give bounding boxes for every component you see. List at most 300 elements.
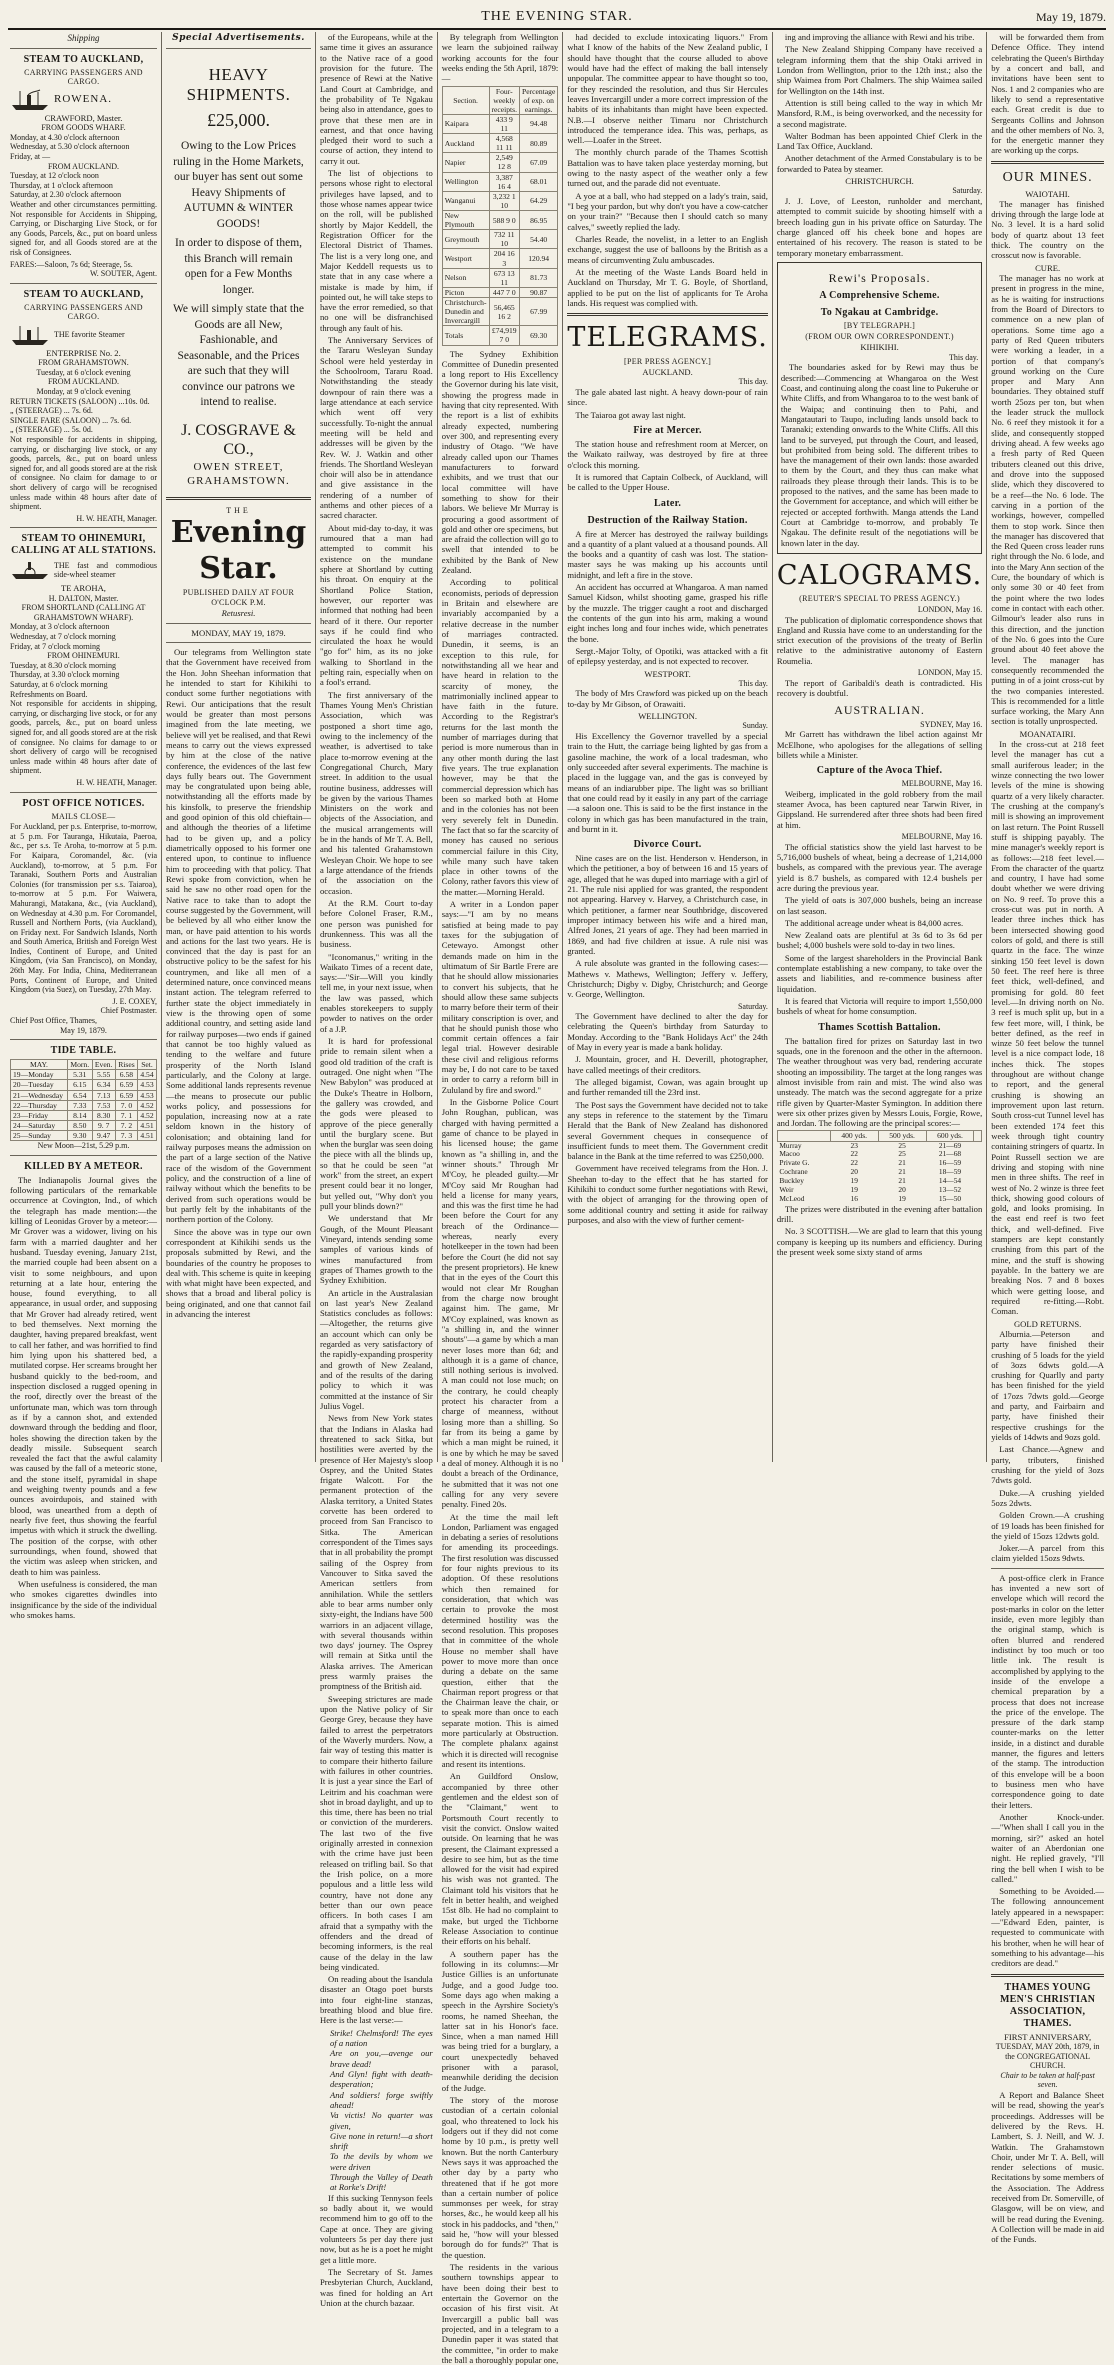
article-body: When usefulness is considered, the man who smokes cigarettes dwindles into insignificance by the side of the individual who smokes hams. — [10, 1578, 157, 1620]
table-cell: 6.15 — [67, 1080, 92, 1090]
sailing-time: Tuesday, at 8.30 o'clock morning — [10, 660, 116, 670]
ship-master: CRAWFORD, Master. — [44, 112, 123, 123]
sailing-time: Saturday, at 6 o'clock morning — [10, 680, 108, 690]
column-general-news — [438, 32, 564, 2365]
table-header-cell — [777, 1131, 830, 1141]
postmaster-title: Chief Postmaster. — [100, 1006, 157, 1016]
telegrams-heading: TELEGRAMS. — [567, 322, 768, 354]
shipping-terms: Weather and other circumstances permitting. Not responsible for Accidents in Shipping, Carrying, or Discharging Live Stock, or for any Goods, Parcels, &c., put on board unless signed for, and all Goods stored are at the risk of Consignees. — [10, 200, 157, 258]
calograms-heading: CALOGRAMS. — [776, 559, 983, 591]
mine-name: MOANATAIRI. — [1019, 728, 1076, 739]
ship-master: H. DALTON, Master. — [48, 593, 119, 603]
sailing-time: Tuesday, at 6 o'clock evening — [36, 367, 131, 377]
table-cell: 7.53 — [92, 1100, 115, 1110]
correspondent-note: (FROM OUR OWN CORRESPONDENT.) — [805, 331, 954, 341]
news-paragraph: At the time the mail left London, Parliament was engaged in debating a series of resolutions for amending its proceedings. The first resolution was discussed for four nights previous to its adoption. Of these resolutions which then remained for consideration, that which was certain to provoke the most determined hostility was the second resolution. This proposes that in committee of the whole House no member shall have power to move more than once during a debate on the same question, either that the Chairman report progress or that the Chairman leave the chair, or to speak more than once to each separate motion. This is aimed more particularly at Obstruction. The complete phalanx against which it is directed will recognise and resent its intentions. — [441, 1511, 559, 1770]
fare-line: SINGLE FARE (SALOON) ... 7s. 6d. — [10, 415, 132, 425]
post-office-date: May 19, 1879. — [60, 1025, 107, 1035]
table-cell: 19 — [898, 1193, 906, 1203]
telegram-item: Government have received telegrams from the Hon. J. Sheehan to-day to the effect that he has started for Kihikihi to conduct some further negotiations with Rewi, with the object of arranging for the throwing open of some additional country and setting it aside for railway purposes, and also with the view of further cement- — [567, 1163, 768, 1226]
ad-town: GRAHAMSTOWN. — [187, 474, 290, 487]
ad-copy: We will simply state that the Goods are all New, Fashionable, and Seasonable, and the Prices are such that they will convince our patrons we intend to realise. — [173, 303, 304, 409]
news-paragraph: The Secretary of St. James Presbyterian Church, Auckland, was fined for holding an Art Union at the church bazaar. — [320, 2266, 433, 2308]
table-header-cell: 400 yds. — [830, 1131, 878, 1141]
news-paragraph: The Anniversary Services of the Tararu Wesleyan Sunday School were held yesterday in the Schoolroom, Tararu Road. Notwithstanding the steady downpour of rain there was a large attendance at each service which went off very successfully. To-night the annual meeting will be held and addresses will be given by the Rev. W. J. Watkin and other friends. The Shortland Wesleyan choir will also be in attendance and give assistance in the rendering of a number of anthems and other pieces of a sacred character. — [320, 335, 433, 521]
news-paragraph: The residents in the various southern townships appear to have been doing their best to entertain the Governor on the occasion of his first visit. At Invercargill a public ball was projected, and in a telegram to a Dunedin paper it was stated that the committee, "in order to make the ball a thoroughly popular one, — [441, 2262, 559, 2365]
cable-item: The official statistics show the yield last harvest to be 5,716,000 bushels of wheat, being a decrease of 1,214,000 bushels, as compared with the previous year. The average yield is 8.7 bushels, as compared with 12.4 bushels per acre during the previous year. — [776, 841, 983, 893]
dateline-day: Saturday. — [737, 1001, 768, 1011]
divider — [991, 161, 1104, 164]
dateline: WELLINGTON. — [638, 711, 697, 722]
table-cell: Buckley — [779, 1176, 804, 1186]
departure-heading: FROM GOODS WHARF. — [41, 123, 126, 133]
table-cell: 6.59 — [115, 1090, 137, 1100]
table-cell: 7.13 — [92, 1090, 115, 1100]
table-cell: Macoo — [779, 1149, 800, 1159]
table-cell: 5.31 — [67, 1070, 92, 1080]
ship-name: ENTERPRISE No. 2. — [46, 347, 121, 358]
table-cell: Private G. — [779, 1158, 810, 1168]
table-cell: 56,465 16 2 — [489, 297, 520, 325]
table-row — [442, 268, 558, 287]
tide-table-heading: TIDE TABLE. — [50, 1045, 117, 1057]
mine-report: The manager has finished driving through the large lode at No. 3 level. It is a hard solid body of quartz about 13 feet thick. The country on the crosscut now is favorable. — [991, 198, 1104, 261]
telegram-item: A fire at Mercer has destroyed the railway buildings and a quantity of a plant valued at a thousand pounds. All the books and a quantity of cash was lost. The station-master says he was making up his accounts until midnight, and left a fire in the stove. — [567, 528, 768, 580]
divider — [166, 642, 311, 643]
news-paragraph: An article in the Australasian on last year's New Zealand Statistics concludes as follows:—Altogether, the returns give an account which can only be regarded as very satisfactory of the rapidly-expanding prosperity and growth of New Zealand, and of the results of the daring policy to which it was committed at the instance of Sir Julius Vogel. — [320, 1287, 433, 1411]
ymca-ad-subheading: FIRST ANNIVERSARY, — [1004, 2031, 1092, 2042]
gold-return: Alburnia.—Peterson and party have finished their crushing of 5 loads for the yield of 3ozs 6dwts gold.—A crushing for Quarlly and party has been finished for the yield of 17ozs 7dwts gold.—George and party, and Fairbairn and party, have finished their respective crushings for the yields of 14dwts and 9ozs gold. — [991, 1328, 1104, 1443]
gold-return: Last Chance.—Agnew and party, tributers, finished crushing for the yield of 3ozs 7dwts gold. — [991, 1444, 1104, 1486]
table-cell: Cochrane — [779, 1167, 808, 1177]
table-cell: 588 9 0 — [489, 210, 520, 229]
fare-line: „ (STEERAGE) ... 7s. 6d. — [10, 406, 93, 416]
poem-line: Strike! Chelmsford! The eyes of a nation — [330, 2027, 433, 2048]
divider — [166, 497, 311, 500]
divider — [166, 623, 311, 624]
table-cell: 4.53 — [138, 1080, 157, 1090]
telegram-item: Sergt.-Major Tolty, of Opotiki, was attacked with a fit of epilepsy yesterday, and is not expected to recover. — [567, 645, 768, 667]
departure-heading: FROM GRAHAMSTOWN. — [38, 358, 129, 368]
dateline: SYDNEY, May 16. — [920, 719, 983, 729]
telegram-item: ing and improving the alliance with Rewi and his tribe. — [784, 32, 975, 42]
telegram-item: An accident has occurred at Whangaroa. A man named Samuel Kidson, whilst shooting game, grasped his rifle by the muzzle. The trigger caught a root and discharged the contents of the gun into his arm, making a wound eight inches long and four inches wide, which penetrates the bone. — [567, 582, 768, 644]
gold-returns-heading: GOLD RETURNS. — [1013, 1318, 1082, 1329]
ad-firm-name: J. COSGRAVE & CO., — [181, 421, 296, 459]
table-cell: 9.30 — [67, 1131, 92, 1141]
telegram-item: The gale abated last night. A heavy down-pour of rain since. — [567, 387, 768, 408]
news-paragraph: The story of the morose custodian of a certain colonial goal, who threatened to lock his lodgers out if they did not come home by 10 p.m., is pretty well known. But the north Canterbury News says it was approached the other day by a party who threatened that if he got more than a certain number of police summonses per week, for stray horses, &c., he would keep all his stock in his paddocks, and "then," said he, "how will your blessed borough do for funds?" That is the question. — [441, 2095, 559, 2260]
publication-note: PUBLISHED DAILY AT FOUR O'CLOCK P.M. — [182, 588, 295, 607]
news-paragraph: Charles Reade, the novelist, in a letter to an English exchange, suggest the use of balloons by the British as a means of circumventing Zulu ambuscades. — [567, 233, 768, 265]
table-cell: 9.47 — [92, 1131, 115, 1141]
news-paragraph: Something to be Avoided.—The following announcement lately appeared in a newspaper:—"Edward Eden, painter, is requested to communicate with his brother, when he will hear of something to his advantage—his creditors are dead." — [991, 1886, 1104, 1969]
table-cell: 6.54 — [67, 1090, 92, 1100]
table-cell: 18—59 — [938, 1167, 962, 1177]
dateline-day: Saturday. — [952, 186, 983, 196]
news-paragraph: News from New York states that the Indians in Alaska had threatened to sack Sitka, but hostilities were averted by the presence of Her Majesty's sloop Osprey, and the United States frigate Walcott. For the permanent protection of the Alaska territory, a United States corvette has been ordered to proceed from San Francisco to Sitka. The American correspondent of the Times says that in all probability the prompt sailing of the Osprey from Vancouver to Sitka saved the American settlers from annihilation. While the settlers able to bear arms number only sixty-eight, the Indians have 500 warriors in an adjacent village, with several thousands within two days' journey. The Osprey will remain at Sitka until the Alaska arrives. The American press warmly praises the promptness of the British aid. — [320, 1413, 433, 1692]
table-cell: 25 — [898, 1140, 906, 1150]
news-paragraph: At the meeting of the Waste Lands Board held in Auckland on Thursday, Mr T. G. Boyle, of Shortland, applied to be put on the list of applicants for Te Aroha lands. His request was complied with. — [567, 266, 768, 308]
table-cell: 20—Tuesday — [11, 1080, 68, 1090]
dateline-day: This day. — [738, 678, 768, 688]
table-cell: 732 11 10 — [489, 230, 520, 249]
news-paragraph: If this sucking Tennyson feels so badly about it, we would recommend him to go off to the Cape at once. They are giving volunteers 5s per day there just now, but as he is a poet he might get a little more. — [320, 2192, 433, 2265]
post-office-location: Chief Post Office, Thames, — [10, 1016, 98, 1026]
article-heading: KILLED BY A METEOR. — [24, 1160, 143, 1172]
mine-report: The manager has no work at present in progress in the mine, as he is waiting for instructions from the Board of Directors to commence on a new plan of operations. Some time ago a party of Red Queen tributers were working a leader, in a portion of that company's ground working on the Cure proper and Mary Ann boundaries. They obtained stuff worth 25ozs per ton, but when the leader struck the mullock No. 6 reef they mistook it for a slide, and consequently stopped driving ahead. A few weeks ago a fresh party of Red Queen tributers cleaned out this drive, and drove into the supposed slide, which they discovered to be a reef—the No. 6 lode. The carving in a portion of the workings, however, compelled them to stop work. Since then the manager has discovered that the Red Queen cross leader runs right through the No. 6 lode, and into the Mary Ann section of the Cure, the boundary of which is only some 30 or 40 feet from the point where the two lodes come in contact with each other. Gilmour's leader also runs in this direction, and the junction of the No. 6 goes into the Cure ground about 40 feet above the level. The manager has consequently recommended the putting in of a joint cross-cut by the two companies interested. This is recommended for a little surface working, the Mary Ann section is totally unprospected. — [991, 273, 1104, 727]
gold-return: Joker.—A parcel from this claim yielded 15ozs 9dwts. — [991, 1543, 1104, 1564]
news-paragraph: No. 3 SCOTTISH.—We are glad to learn that this young company is keeping up its numbers and efficiency. During the present week some sixty stand of arms — [776, 1226, 983, 1257]
table-cell: 64.29 — [520, 191, 558, 210]
story-heading: Later. — [653, 497, 682, 509]
table-cell: Wanganui — [442, 191, 489, 210]
cosgrave-advertisement — [166, 53, 311, 492]
table-cell: 4.53 — [138, 1090, 157, 1100]
table-cell: 16 — [850, 1193, 858, 1203]
table-cell: 5.55 — [92, 1070, 115, 1080]
news-paragraph: "Iconomanus," writing in the Waikato Times of a recent date, says:—"Sir—Will you kindly tell me, in your next issue, when the law was passed, which enables storekeepers to supply powder to natives on the order of a J.P. — [320, 951, 433, 1034]
poem-line: And Glyn! fight with death-desperation; — [330, 2068, 433, 2090]
ship-name: TE AROHA, — [61, 583, 106, 594]
table-cell: Nelson — [442, 268, 489, 287]
table-cell: 8.30 — [92, 1110, 115, 1120]
table-cell: 20 — [850, 1167, 858, 1177]
table-cell: 21—68 — [938, 1149, 962, 1159]
divider — [10, 527, 157, 528]
telegram-item: The station house and refreshment room at Mercer, on the Waikato railway, was destroyed by fire at three o'clock this morning. — [567, 438, 768, 470]
mines-heading: OUR MINES. — [1002, 169, 1093, 185]
ship-illustration-row — [10, 559, 157, 581]
telegram-item: The alleged bigamist, Cowan, was again brought up and further remanded till the 23rd inst. — [567, 1076, 768, 1098]
ad-headline: HEAVY SHIPMENTS. — [186, 64, 291, 105]
table-cell: 94.48 — [520, 114, 558, 133]
ad-heading: STEAM TO AUCKLAND, — [23, 53, 144, 65]
table-cell: McLeod — [779, 1193, 805, 1203]
table-cell: 23 — [850, 1140, 858, 1150]
table-row — [11, 1080, 157, 1090]
news-paragraph: It is hard for professional pride to remain silent when a good old tradition of the craft is outraged. One night when "The New Babylon" was produced at the Duke's Theatre in Holborn, the gallery was crowded, and the gods were pleased to approve of the piece generally until the burglary scene. But when the burglar was seen doing the piece with all the blinds up, so that he could be seen "at work" from the street, an expert present could bear it no longer, but yelled out, "Why don't you pull your blinds down?" — [320, 1036, 433, 1211]
table-cell: 19—Monday — [11, 1070, 68, 1080]
table-cell: 7. 2 — [115, 1120, 137, 1130]
divider — [10, 48, 157, 49]
ad-subheading: CARRYING PASSENGERS AND CARGO. — [24, 67, 143, 87]
column-cables — [773, 32, 987, 1462]
cable-item: Mr Garrett has withdrawn the libel action against Mr McElhone, who apologises for the allegations of selling billets while a Minister. — [776, 729, 983, 760]
table-cell: Totals — [442, 326, 489, 345]
ad-copy: Owing to the Low Prices ruling in the Home Markets, our buyer has sent out some Heavy Shipments of AUTUMN & WINTER GOODS! — [173, 140, 304, 230]
table-cell: 69.30 — [520, 326, 558, 345]
table-header-cell: Rises — [115, 1060, 137, 1070]
table-cell: 6.34 — [92, 1080, 115, 1090]
divider — [10, 792, 157, 793]
table-cell: Picton — [442, 287, 489, 297]
motto: Retusresi. — [221, 608, 256, 619]
divider — [10, 1155, 157, 1156]
news-paragraph: Sweeping strictures are made upon the Native policy of Sir George Grey, because they have failed to arrest the perpetrators of the Waverly murders. Now, a fair way of testing this matter is to compare their hitherto failure with failures in other countries. It is just a year since the Earl of Leitrim and his coachman were shot in broad daylight, and up to this time, there has been no trial or conviction of the murderers. The last two of the five originally arrested in connexion with the crime have just been released on trifling bail. So that the Irish police, on a more populous and a little less wild country, have not done any better than our own peace officers. In both cases I am afraid that a sympathy with the offenders and the dread of becoming informers, is the real cause of the delay in the law being vindicated. — [320, 1693, 433, 1972]
news-paragraph: The prizes were distributed in the evening after battalion drill. — [776, 1203, 983, 1225]
section-label-special-advertisements: Special Advertisements. — [172, 33, 305, 43]
ship-illustration-row — [10, 324, 157, 346]
story-subheading: To Ngakau at Cambridge. — [820, 307, 939, 319]
table-cell: 7. 0 — [115, 1100, 137, 1110]
telegram-item: Attention is still being called to the way in which Mr Mansford, R.M., is being overworked, and the necessity for a second magistrate. — [776, 97, 983, 129]
story-subheading: A Comprehensive Scheme. — [819, 290, 940, 302]
poem-line: To the devils by whom we were driven — [330, 2151, 433, 2172]
sailing-time: Thursday, at 3.30 o'clock morning — [10, 670, 120, 680]
table-cell: 54.40 — [520, 230, 558, 249]
sailing-time: Wednesday, at 5.30 o'clock afternoon — [10, 142, 130, 152]
dateline-day: This day. — [738, 377, 768, 387]
agent-signature: H. W. HEATH, Manager. — [76, 513, 157, 523]
steamship-icon — [10, 324, 50, 346]
divider — [991, 1974, 1104, 1977]
dateline: MELBOURNE, May 16. — [901, 832, 983, 842]
table-cell: 4,568 11 11 — [489, 134, 520, 153]
ad-heading: STEAM TO AUCKLAND, — [23, 288, 144, 300]
gold-return: Duke.—A crushing yielded 5ozs 2dwts. — [991, 1487, 1104, 1508]
table-row — [442, 114, 558, 133]
table-row — [442, 153, 558, 172]
table-header-cell: 500 yds. — [878, 1131, 926, 1141]
table-cell: 86.95 — [520, 210, 558, 229]
ymca-ad-chair: Chair to be taken at half-past seven. — [1000, 2070, 1095, 2090]
refreshments-note: Refreshments on Board. — [10, 689, 88, 699]
table-cell: 13—52 — [938, 1184, 962, 1194]
ship-name: ROWENA. — [54, 93, 113, 106]
fare-line: „ (STEERAGE) ... 5s. 0d. — [10, 425, 93, 435]
news-paragraph: On reading about the Isandula disaster an Otago poet bursts into four eight-line stanzas, breathing blood and blue fire. Here is the last verse:— — [320, 1974, 433, 2026]
telegram-item: J. Mountain, grocer, and H. Deverill, photographer, have called meetings of their creditors. — [567, 1054, 768, 1075]
cable-item: The yield of oats is 307,000 bushels, being an increase on last season. — [776, 895, 983, 916]
news-paragraph: By telegraph from Wellington we learn the subjoined railway working accounts for the four weeks ending the 5th April, 1879:— — [441, 32, 559, 84]
story-heading: Fire at Mercer. — [633, 424, 702, 436]
ad-subheading: CARRYING PASSENGERS AND CARGO. — [24, 302, 143, 322]
sailing-time: Friday, at 7 o'clock morning — [10, 641, 101, 651]
news-paragraph: of the Europeans, while at the same time it gives an assurance to the Native race of a good provision for the future. The presence of Rewi at the Native Land Court at Cambridge, and the probability of Te Ngakau being also in attendance, goes to prove that these men are in earnest, and that once having pledged their word to such a course of action, they intend to carry it out. — [320, 32, 433, 166]
table-cell: 14—54 — [938, 1176, 962, 1186]
table-cell: 433 9 11 — [489, 114, 520, 133]
table-header-cell: MAY. — [11, 1060, 68, 1070]
table-cell: 21 — [898, 1176, 906, 1186]
departure-heading: FROM OHINEMURI. — [47, 651, 120, 661]
table-cell: Greymouth — [442, 230, 489, 249]
table-row — [442, 230, 558, 249]
shipping-terms: Not responsible for accidents in shipping, carrying, or discharging live stock, or any goods, parcels, &c., put on board unless signed for, and all goods stored are at the risk of consignee. No claim for damage to or short delivery of cargo will be recognised unless made within 48 hours after date of shipment. — [10, 435, 157, 512]
table-header-cell: Set. — [138, 1060, 157, 1070]
divider — [10, 1039, 157, 1040]
ymca-ad-date: TUESDAY, MAY 20th, 1879, in the CONGREGATIONAL CHURCH. — [995, 2041, 1100, 2071]
sailing-time: Thursday, at 1 o'clock afternoon — [10, 180, 113, 190]
table-cell: 21—Wednesday — [11, 1090, 68, 1100]
rewi-proposals-box — [777, 262, 982, 554]
story-heading: Destruction of the Railway Station. — [587, 514, 748, 526]
table-cell: 9. 7 — [92, 1120, 115, 1130]
story-heading: AUSTRALIAN. — [834, 703, 925, 718]
table-row — [11, 1110, 157, 1120]
table-row — [442, 326, 558, 345]
ymca-ad-heading: THAMES YOUNG MEN'S CHRISTIAN ASSOCIATION, THAMES. — [999, 1981, 1096, 2029]
table-cell: New Plymouth — [442, 210, 489, 229]
tide-table — [10, 1059, 157, 1141]
telegram-item: Another detachment of the Armed Constabulary is to be forwarded to Patea by steamer. — [776, 153, 983, 174]
telegram-item: The Post says the Government have decided not to take any steps in reference to the statement by the Timaru Herald that the Bank of New Zealand has dishonored several Government cheques in consequence of insufficient funds to meet them. The Government credit balance in the Bank at the time referred to was £250,000. — [567, 1099, 768, 1162]
columns — [6, 32, 1108, 2365]
table-header-cell: Even. — [92, 1060, 115, 1070]
telegram-item: The body of Mrs Crawford was picked up on the beach to-day by Mr Gibson, of Orawaiti. — [567, 688, 768, 709]
mine-report: In the cross-cut at 218 feet level the manager has cut a small auriferous leader; in the winze connecting the two lower levels of the mine is showing quartz of a very likely character. The crushing at the company's mill is showing an improvement on last return. The Point Russell stuff is shipping payably. The mine manager's weekly report is as follows:—218 feet level.—From the character of the quartz and country, I have had some doubt whether we were driving on No. 9 reef. To prove this a cross-cut was put in north. A leader three inches thick has been intersected showing good colors of gold, and there is still quartz in the face. The winze sinking 150 feet level is down 50 feet. The reef here is three feet thick, well-defined, and promising for gold. 80 feet level.—In driving north on No. 3 reef is much split up, but in a few feet more, will, I think, be better defined, as the reef in winze 50 feet below the tunnel level is a nice compact lode, 18 inches thick. The stopes throughout are without change to report, and the general crushing is showing an improvement upon last return. South cross-cut Tunnel level has been extended 174 feet this week through tight country containing stringers of quartz. In Point Russell section we are driving and stoping with nine men in three shifts. The reef in west of No. 2 winze is three feet thick, showing good colours of gold, and looks promising. In the east end reef is two feet thick, and well-defined. Five stampers are kept constantly crushing from this part of the mine, and the stuff is showing payable. In the battery we are breaking Nos. 7 and 8 boxes which were getting loose, and required re-fitting.—Robt. Coman. — [991, 739, 1104, 1317]
table-cell: 21 — [898, 1158, 906, 1168]
sailing-time: Monday, at 9 o'clock evening — [36, 387, 131, 397]
cable-item: New Zealand oats are plentiful at 3s 6d to 3s 6d per bushel; 4,000 bushels were sold to-day in two lines. — [776, 930, 983, 951]
news-paragraph: A southern paper has the following in its columns:—Mr Justice Gillies is an unfortunate Judge, and a good Judge too. Some days ago when making a speech in the Ayrshire Society's rooms, he named Sheehan, the latter sat in his Honor's face. Since, when a man named Hill was being tried for a burglary, a court unexpectedly behaved prisoner with a parasol, meanwhile deriding the decision of the Judge. — [441, 1948, 559, 2093]
table-cell: 673 13 11 — [489, 268, 520, 287]
cable-item: It is feared that Victoria will require to import 1,550,000 bushels of wheat for home consumption. — [776, 996, 983, 1017]
table-cell: Auckland — [442, 134, 489, 153]
table-cell: 21 — [898, 1167, 906, 1177]
divider — [10, 283, 157, 284]
story-heading: Thames Scottish Battalion. — [818, 1021, 941, 1033]
table-row — [11, 1070, 157, 1080]
table-header-cell: Four-weekly receipts. — [489, 86, 520, 114]
postmaster-name: J. E. COXEY, — [112, 996, 157, 1006]
nameplate-article: THE — [226, 505, 251, 515]
cable-item: The additional acreage under wheat is 84,000 acres. — [784, 917, 964, 928]
table-header-cell: Section. — [442, 86, 489, 114]
section-label-shipping: Shipping — [67, 33, 100, 43]
telegram-item: The boundaries asked for by Rewi may thus be described:—Commencing at Whangaroa on the West Coast, and continuing along the coast line to Pukeruhe or White Cliffs, and from Whangaroa to to the west bank of the Waipa; and continuing then to Pahi, and Mangatautari to Taupo, including lands unsold back to Taranaki; extending onwards to the White Cliffs. All this land to be surveyed, put through the Court, and leased, but prohibited from being sold. The different tribes to have the management of their own lands: those awarded to them by the Court, and they thus can make what railroads they please through their lands. This is to be proposed to the natives, and the same has been made to the Government for acceptance, and which will either be rejected or accepted forthwith. Manga attends the Land Court at Cambridge to-morrow, and probably Te Ngakau. The definite result of the negotiations will be known later in the day. — [780, 362, 979, 548]
table-cell: 7. 3 — [115, 1131, 137, 1141]
poem-line: Va victis! No quarter was given, — [330, 2110, 433, 2131]
news-paragraph: The list of objections to persons whose right to electoral privileges have lapsed, and to those whose names appear twice on the roll, will be published shortly by Major Keddell, the Registration Officer for the Electoral District of Thames. The list is a very long one, and Major Keddell requests us to state that in any case where a mistake is made by him, if pointed out, he will take steps to have the error remedied, so that no one will be disfranchised through any fault of his. — [320, 168, 433, 333]
table-cell: Weir — [779, 1184, 794, 1194]
table-row — [777, 1195, 981, 1204]
column-telegrams — [563, 32, 773, 1462]
telegram-item: The Taiaroa got away last night. — [575, 409, 686, 420]
table-cell: 3,232 1 10 — [489, 191, 520, 210]
table-header-cell: 600 yds. — [926, 1131, 974, 1141]
news-paragraph: Another Knock-under.—"When shall I call you in the morning, sir?" asked an hotel waiter of an Aberdonian one night. He replied gravely, "I'll ring the bell when I wish to be called." — [991, 1811, 1104, 1884]
dateline: CHRISTCHURCH. — [845, 176, 914, 187]
table-cell: 25 — [898, 1149, 906, 1159]
mine-name: WAIOTAHI. — [1025, 188, 1070, 199]
story-heading: Rewi's Proposals. — [828, 270, 931, 285]
table-row — [442, 191, 558, 210]
telegram-source: [BY TELEGRAPH.] — [843, 321, 916, 331]
story-heading: Divorce Court. — [633, 839, 702, 851]
cable-item: The report of Garibaldi's death is contradicted. His recovery is doubtful. — [776, 677, 983, 698]
column-advertisements — [162, 32, 316, 1462]
telegram-item: The New Zealand Shipping Company have received a telegram informing them that the ship Otaki arrived in London from Wellington, prior to the 12th inst.; also the ship Waimea from Port Chalmers. The ship Waimea sailed for Wellington on the 14th inst. — [776, 44, 983, 96]
table-cell: 204 16 3 — [489, 249, 520, 268]
ad-lead: THE favorite Steamer — [54, 330, 125, 340]
table-cell: 8.50 — [67, 1120, 92, 1130]
telegram-item: The Government have declined to alter the day for celebrating the Queen's birthday from Saturday to Monday. According to the "Bank Holidays Act" the 24th of May in every year is made a bank holiday. — [567, 1011, 768, 1053]
news-paragraph: had decided to exclude intoxicating liquors." From what I know of the habits of the New Zealand public, I should have thought that the course alluded to above would have had the effect of making the ball intensely unpopular. The committee appear to have thought so too, for they rescinded the resolution, and thus Sir Hercules leaves Invercargill under a more correct impression of the habits of its inhabitants than might have been expected. N.B.—I observe neither Timaru nor Christchurch introduced the temperance idea. This was, perhaps, as well.—Loafer in the Street. — [567, 32, 768, 146]
table-row — [442, 210, 558, 229]
table-cell: Napier — [442, 153, 489, 172]
sailing-time: Monday, at 3 o'clock afternoon — [10, 622, 110, 632]
calograms-source: (REUTER'S SPECIAL TO PRESS AGENCY.) — [799, 594, 960, 604]
table-cell: 22 — [850, 1149, 858, 1159]
table-row — [11, 1100, 157, 1110]
ship-illustration-row — [10, 89, 157, 111]
table-row — [442, 249, 558, 268]
table-cell: 120.94 — [520, 249, 558, 268]
news-paragraph: A yoe at a ball, who had stepped on a lady's train, said, "I beg your pardon, but why don't you have a cow-catcher on your train?" "Because then I should catch so many calves," sweetly replied the lady. — [567, 190, 768, 232]
table-cell: Wellington — [442, 172, 489, 191]
table-cell: 23—Friday — [11, 1110, 68, 1120]
table-cell: 19 — [850, 1184, 858, 1194]
dateline: AUCKLAND. — [642, 367, 693, 378]
table-cell: Christchurch-Dunedin and Invercargill — [442, 297, 489, 325]
telegram-item: A rule absolute was granted in the following cases:—Mathews v. Mathews, Wellington; Jeffery v. Jeffery, Christchurch; Digby v. Digby, Christchurch; and George v. George, Wellington. — [567, 958, 768, 1000]
agent-signature: W. SOUTER, Agent. — [89, 269, 157, 279]
news-paragraph: The battalion fired for prizes on Saturday last in two squads, one in the forenoon and the other in the afternoon. The weather throughout was very bad, rendering accurate shooting an impossibility. The target at the long ranges was almost invisible from rain and mist. The wind also was unsteady. The match was the second aggregate for a prize rifle given by Quarter-Master Symington. In addition there were six other prizes given by Messrs Louis, Forgie, Rowe, and Jordan. The following are the principal scores:— — [776, 1035, 983, 1129]
table-cell: Murray — [779, 1140, 802, 1150]
news-paragraph: An Guildford Onslow, accompanied by three other gentlemen and the eldest son of the "Claimant," went to Portsmouth Court recently to visit the convict. Onslow waited outside. On learning that he was present, the Claimant expressed a desire to see him, but as the time allowed for the visit had expired his wish was not granted. The Claimant told his visitors that he felt in better health, and weighed 15st 8lb. He had no complaint to make, but urged the Tichborne Release Association to continue their efforts on his behalf. — [441, 1771, 559, 1947]
sailing-time: Tuesday, at 12 o'clock noon — [10, 171, 99, 181]
table-row — [442, 287, 558, 297]
table-header-cell: Percentage of exp. on earnings. — [520, 86, 558, 114]
dateline-day: This day. — [948, 352, 979, 362]
poem-line: And soldiers! forge swiftly ahead! — [330, 2089, 433, 2110]
news-paragraph: The Sydney Exhibition Committee of Dunedin presented a long report to His Excellency the Governor during his late visit, showing the progress made in having that city represented. With the report is a list of exhibits already expected, numbering over 300, and representing every industry of Otago. "We have already called upon our Thames manufacturers to forward exhibits, and we trust that our local committee will have something to show for their labors. We believe Mr Murray is procuring a good assortment of gold and other ore specimens, but are afraid the collection will go to swell that intended to be exhibited by the Bank of New Zealand. — [441, 348, 559, 576]
table-row — [11, 1090, 157, 1100]
poem — [320, 2028, 433, 2193]
masthead — [8, 6, 1106, 30]
ad-street: OWEN STREET, — [193, 461, 284, 474]
table-cell: 19 — [850, 1176, 858, 1186]
dateline: LONDON, May 15. — [917, 668, 983, 678]
table-cell: £74,919 7 0 — [489, 326, 520, 345]
departure-heading: FROM AUCKLAND. — [47, 161, 120, 171]
paddle-steamer-icon — [10, 559, 50, 581]
editorial-body: Since the above was in type our own correspondent at Kihikihi sends us the proposals submitted by Rewi, and the boundaries of the country he proposes to deal with. This scheme is quite in keeping with what might have been expected, and shows that a broad and liberal policy is being originated, and one that cannot fail in advancing the interest — [166, 1226, 311, 1320]
table-cell: 6.59 — [115, 1080, 137, 1090]
ad-lead: THE fast and commodious side-wheel steamer — [54, 560, 157, 580]
telegram-item: His Excellency the Governor travelled by a special train to the Hutt, the carriage being lighted by gas from a gasoline machine, the work of a local tradesman, who only succeeded after several experiments. The machine is placed in the luggage van, and the gas is conveyed by means of an indiarubber pipe. The light was so brilliant that one could read by it easily in any part of the carriage—a saloon one. This is said to be the first instance in the colony in which gas has been manufactured in the train, and burnt in it. — [567, 731, 768, 834]
news-paragraph: According to political economists, periods of depression in Britain and elsewhere are invariably accompanied by a relative decrease in the number of marriages contracted. Dunedin, it seems, is an exception to this rule, for notwithstanding all we hear and have heard in relation to the scarcity of money, the matrimonially inclined appear to have faith in the future. According to the Registrar's returns for the last month the number of marriages during that period is more numerous than in any other month during the last five years. The true explanation however, may be that the commercial depression which has been so marked both at Home and in the colonies has not been very severely felt in Dunedin. The fact that so far the scarcity of money has caused no serious commercial failure in this City, while many such have taken place in other towns of the Colony, rather favors this view of the matter.—Morning Herald. — [441, 577, 559, 897]
column-shipping — [6, 32, 162, 1620]
shipping-terms: Not responsible for accidents in shipping, carrying, or discharging live stock, or for any goods, parcels, &c., put on board unless signed for, and all goods stored are at the risk of consignee. No claims for damage to or short delivery of cargo will be recognised unless made within 48 hours after date of shipment. — [10, 699, 157, 776]
sailing-time: Wednesday, at 7 o'clock morning — [10, 632, 116, 642]
table-cell: 6.58 — [115, 1070, 137, 1080]
column-local-news — [316, 32, 438, 2308]
post-office-subheading: MAILS CLOSE— — [51, 811, 116, 821]
table-cell: 7. 1 — [115, 1110, 137, 1120]
table-cell: 4.52 — [138, 1110, 157, 1120]
moon-phase: New Moon—21st, 5.29 p.m. — [37, 1141, 130, 1151]
edition-date: MONDAY, MAY 19, 1879. — [191, 627, 286, 638]
table-cell: 4.52 — [138, 1100, 157, 1110]
dateline: MELBOURNE, May 16. — [901, 779, 983, 789]
news-paragraph: will be forwarded them from Defence Office. They intend celebrating the Queen's Birthday by a concert and ball, and invitations have been sent to Nos. 1 and 2 companies who are likely to send a representative each. Great credit is due to Sergeants Collins and Johnson and the other members of No. 3, for the energetic manner they are working up the corps. — [991, 32, 1104, 156]
news-paragraph: The monthly church parade of the Thames Scottish Battalion was to have taken place yesterday morning, but owing to the nasty aspect of the weather only a few turned out, and the parade did not eventuate. — [567, 147, 768, 189]
news-paragraph: We understand that Mr Gough, of the Mount Pleasant Vineyard, intends sending some samples of various kinds of wines manufactured from grapes of Thames growth to the Sydney Exhibition. — [320, 1213, 433, 1286]
table-cell: Westport — [442, 249, 489, 268]
rifle-scores-table — [777, 1130, 982, 1203]
ymca-ad-body: A Report and Balance Sheet will be read, showing the year's proceedings. Addresses will be delivered by the Revs. H. Lambert, S. J. Neill, and W. J. Watkin. The Grahamstown Choir, under Mr T. A. Bell, will render selections of music. Recitations by some members of the Association. The Address received from Dr. Somerville, of Glasgow, will be on view, and will be read during the Evening. A Collection will be made in aid of the Funds. — [991, 2089, 1104, 2245]
poem-line: Are on you,—avenge our brave dead! — [330, 2048, 433, 2069]
telegram-item: Nine cases are on the list. Henderson v. Henderson, in which the petitioner, a boy of between 16 and 15 years of age, alleged that he was duped into marriage with a girl of 21. The rule nisi applied for was granted, the respondent not appearing. Harvey v. Harvey, a Christchurch case, in which petitioner, a farmer near Southbridge, discovered improper intimacy between his wife and a hired man, Alfred Jones, 21 years of age. They had been married in 1869, and had five children at issue. A rule nisi was granted. — [567, 853, 768, 956]
poem-line: Through the Valley of Death at Rorke's Drift! — [330, 2172, 433, 2193]
cable-item: The publication of diplomatic correspondence shows that England and Russia have come to an understanding for the strict execution of the provisions of the treaty of Berlin relative to the administrative autonomy of Eastern Roumelia. — [776, 614, 983, 666]
table-cell: Kaipara — [442, 114, 489, 133]
table-cell: 20 — [898, 1184, 906, 1194]
steamship-icon — [10, 89, 50, 111]
table-cell: 25—Sunday — [11, 1131, 68, 1141]
